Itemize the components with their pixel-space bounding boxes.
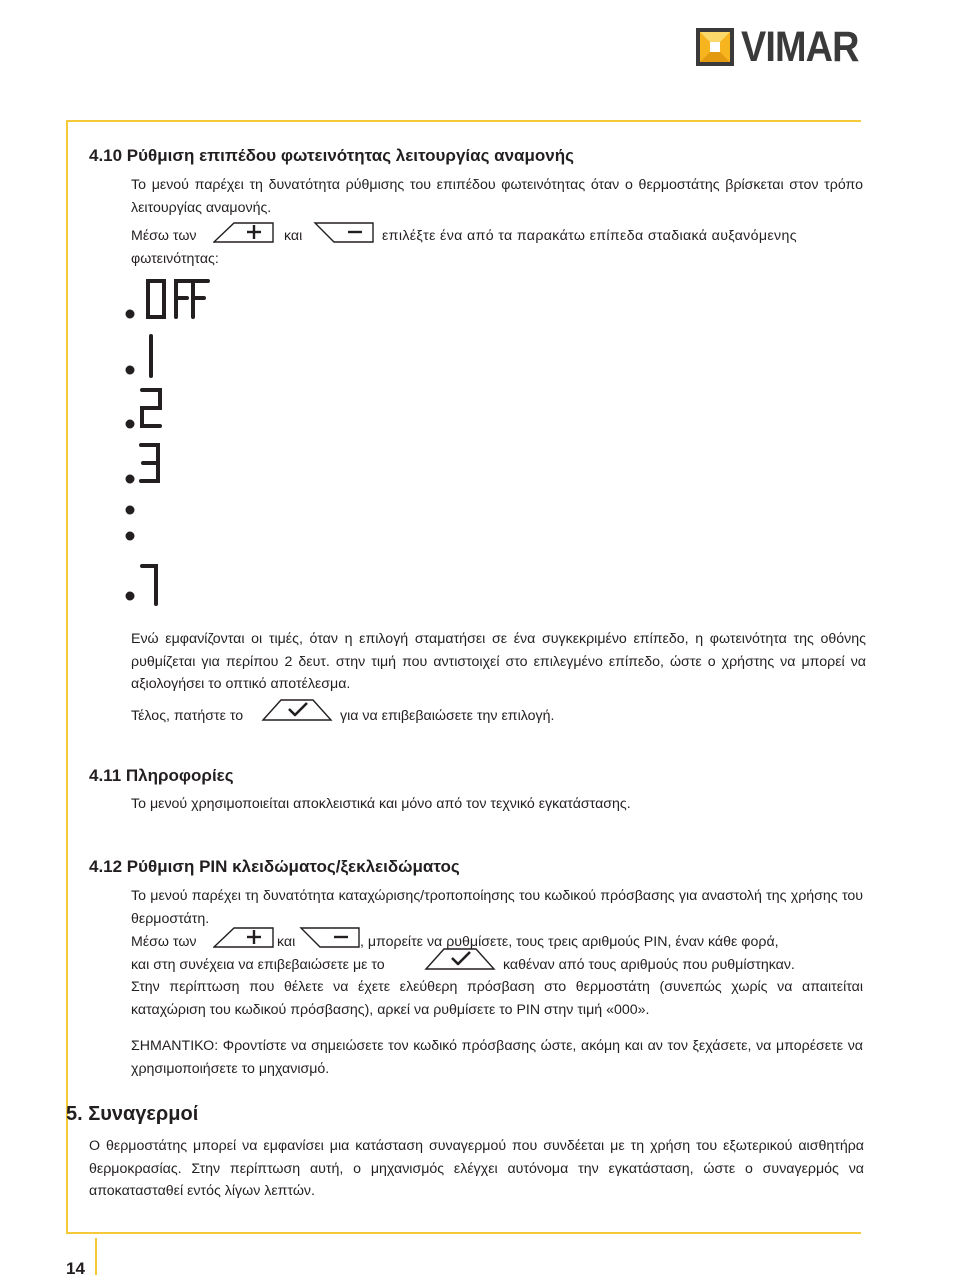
section-4-10-title: 4.10 Ρύθμιση επιπέδου φωτεινότητας λειτουργίας αναμονής [89,146,574,165]
level-dots [126,310,135,601]
section-5-title: 5. Συναγερμοί [66,1103,199,1125]
footer-divider [95,1238,97,1275]
ok-button-icon [424,947,496,971]
vimar-logo-mark-icon [695,27,735,67]
section-4-10-intro: Το μενού παρέχει τη δυνατότητα ρύθμισης του επιπέδου φωτεινότητας όταν ο θερμοστάτης βρίσκεται στον τρόπο λειτουργίας αναμονής. [131,177,863,216]
page-number: 14 [66,1259,85,1278]
select-prefix: Μέσω των [131,228,197,244]
level-dot [126,420,135,429]
section-4-12-intro: Το μενού παρέχει τη δυνατότητα καταχώρισης/τροποποίησης του κωδικού πρόσβασης για αναστολή της χρήσης του θερμοστάτη. [131,888,863,927]
plus-button-icon [213,221,275,243]
ok-button-icon [261,698,333,722]
select-and: και [284,228,303,244]
brightness-levels-display [118,274,228,614]
level-dot [126,532,135,541]
levels-explanation: Ενώ εμφανίζονται οι τιμές, όταν η επιλογή σταματήσει σε ένα συγκεκριμένο επίπεδο, η φωτεινότητα της οθόνης ρυθμίζεται για περίπου 2 δευτ. στην τιμή που αντιστοιχεί στο επιλεγμένο επίπεδο, ώστε ο χρήστης να μπορεί να αξιολογήσει το οπτικό αποτέλεσμα. [131,631,866,692]
level-2-digit [142,390,160,426]
pin-line2-suffix: καθέναν από τους αριθμούς που ρυθμίστηκαν. [503,957,795,973]
section-4-11-body: Το μενού χρησιμοποιείται αποκλειστικά και μόνο από τον τεχνικό εγκατάστασης. [131,796,631,812]
vimar-logo [695,23,865,71]
level-off-digit-o [148,281,164,317]
pin-line1-suffix: , μπορείτε να ρυθμίσετε, τους τρεις αριθμούς PIN, έναν κάθε φορά, [360,934,779,950]
level-off-digit-f2 [193,281,208,317]
left-rule [66,120,68,1232]
level-dot [126,592,135,601]
select-suffix: επιλέξτε ένα από τα παρακάτω επίπεδα σταδιακά αυξανόμενης [382,228,797,244]
header-rule [66,120,861,122]
minus-button-icon [313,221,375,243]
select-cont: φωτεινότητας: [131,251,219,267]
confirm-prefix: Τέλος, πατήστε το [131,708,244,724]
brand-name: VIMAR [741,23,859,71]
level-dot [126,506,135,515]
minus-button-icon [299,926,361,948]
pin-important-note: ΣΗΜΑΝΤΙΚΟ: Φροντίστε να σημειώσετε τον κωδικό πρόσβασης ώστε, ακόμη και αν τον ξεχάσετε, να μπορέσετε να χρησιμοποιήσετε το μηχανισμό. [131,1038,863,1077]
pin-line1-and: και [277,934,296,950]
level-dot [126,310,135,319]
level-dot [126,366,135,375]
level-dot [126,475,135,484]
section-5-body: Ο θερμοστάτης μπορεί να εμφανίσει μια κατάσταση συναγερμού που συνδέεται με τη χρήση του εξωτερικού αισθητήρα θερμοκρασίας. Στην περίπτωση αυτή, ο μηχανισμός ελέγχει αυτόνομα την εγκατάσταση, ώστε ο συναγερμός να αποκατασταθεί εντός λίγων λεπτών. [89,1138,864,1199]
pin-line2-prefix: και στη συνέχεια να επιβεβαιώσετε με το [131,957,385,973]
level-3-digit [141,445,158,481]
plus-button-icon [213,926,275,948]
confirm-suffix: για να επιβεβαιώσετε την επιλογή. [340,708,555,724]
level-7-digit [142,566,156,604]
footer-rule [66,1232,861,1234]
pin-free-access: Στην περίπτωση που θέλετε να έχετε ελεύθερη πρόσβαση στο θερμοστάτη (συνεπώς χωρίς να απαιτείται καταχώριση του κωδικού πρόσβασης), αρκεί να ρυθμίσετε το PIN στην τιμή «000». [131,979,863,1018]
section-4-11-title: 4.11 Πληροφορίες [89,766,234,785]
level-off-digit-f1 [176,281,191,317]
section-4-12-title: 4.12 Ρύθμιση PIN κλειδώματος/ξεκλειδώματος [89,857,460,876]
pin-line1-prefix: Μέσω των [131,934,197,950]
